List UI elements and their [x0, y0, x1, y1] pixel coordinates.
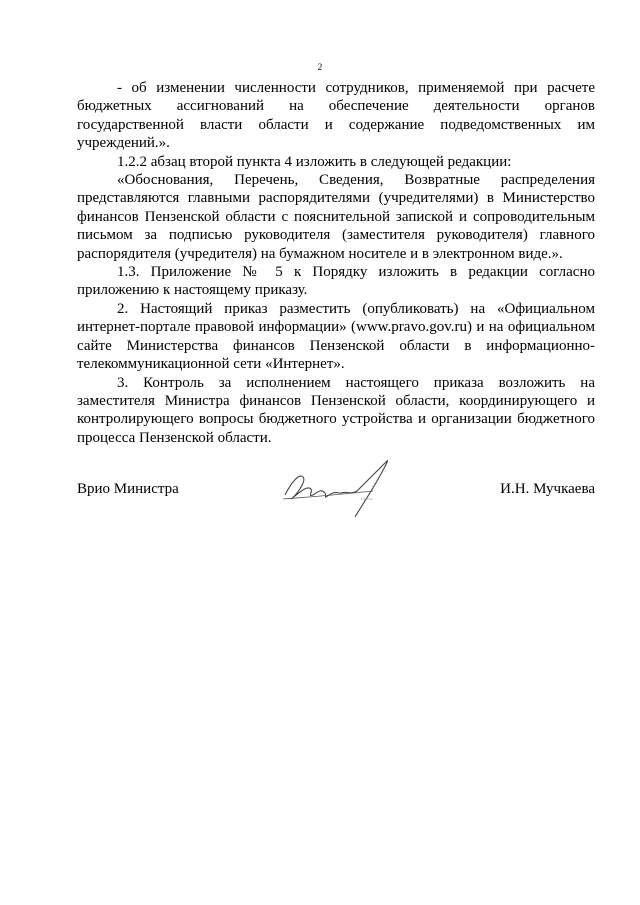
signer-position: Врио Министра	[77, 481, 179, 497]
paragraph-clause-1-2-2: 1.2.2 абзац второй пункта 4 изложить в следующей редакции:	[117, 153, 512, 170]
signer-name: И.Н. Мучкаева	[500, 481, 595, 497]
paragraph-employee-count: - об изменении численности сотрудников, применяемой при расчете бюджетных ассигнований на обеспечение деятельности органов государственной власти области и содержание подведомственных им учреждений.».	[77, 80, 595, 152]
signature-block	[77, 455, 595, 525]
paragraph-clause-1-3: 1.3. Приложение № 5 к Порядку изложить в редакции согласно приложению к настоящему приказу.	[77, 264, 595, 299]
page-number: 2	[317, 62, 323, 72]
paragraph-control: 3. Контроль за исполнением настоящего приказа возложить на заместителя Министра финансов Пензенской области, координирующего и контролирующего вопросы бюджетного устройства и организации бюджетного процесса Пензенской области.	[77, 374, 595, 446]
document-body	[77, 79, 595, 447]
paragraph-publication: 2. Настоящий приказ разместить (опубликовать) на «Официальном интернет-портале правовой информации» (www.pravo.gov.ru) и на официальном сайте Министерства финансов Пензенской области в информационно-телекоммуникационной сети «Интернет».	[77, 300, 595, 373]
handwritten-signature	[277, 455, 407, 525]
paragraph-justifications: «Обоснования, Перечень, Сведения, Возвратные распределения представляются главными распорядителями (учредителями) в Министерство финансов Пензенской области с пояснительной запиской и сопроводительным письмом за подписью руководителя (заместителя руководителя) главного распорядителя (учредителя) на бумажном носителе и в электронном виде.».	[77, 172, 595, 262]
